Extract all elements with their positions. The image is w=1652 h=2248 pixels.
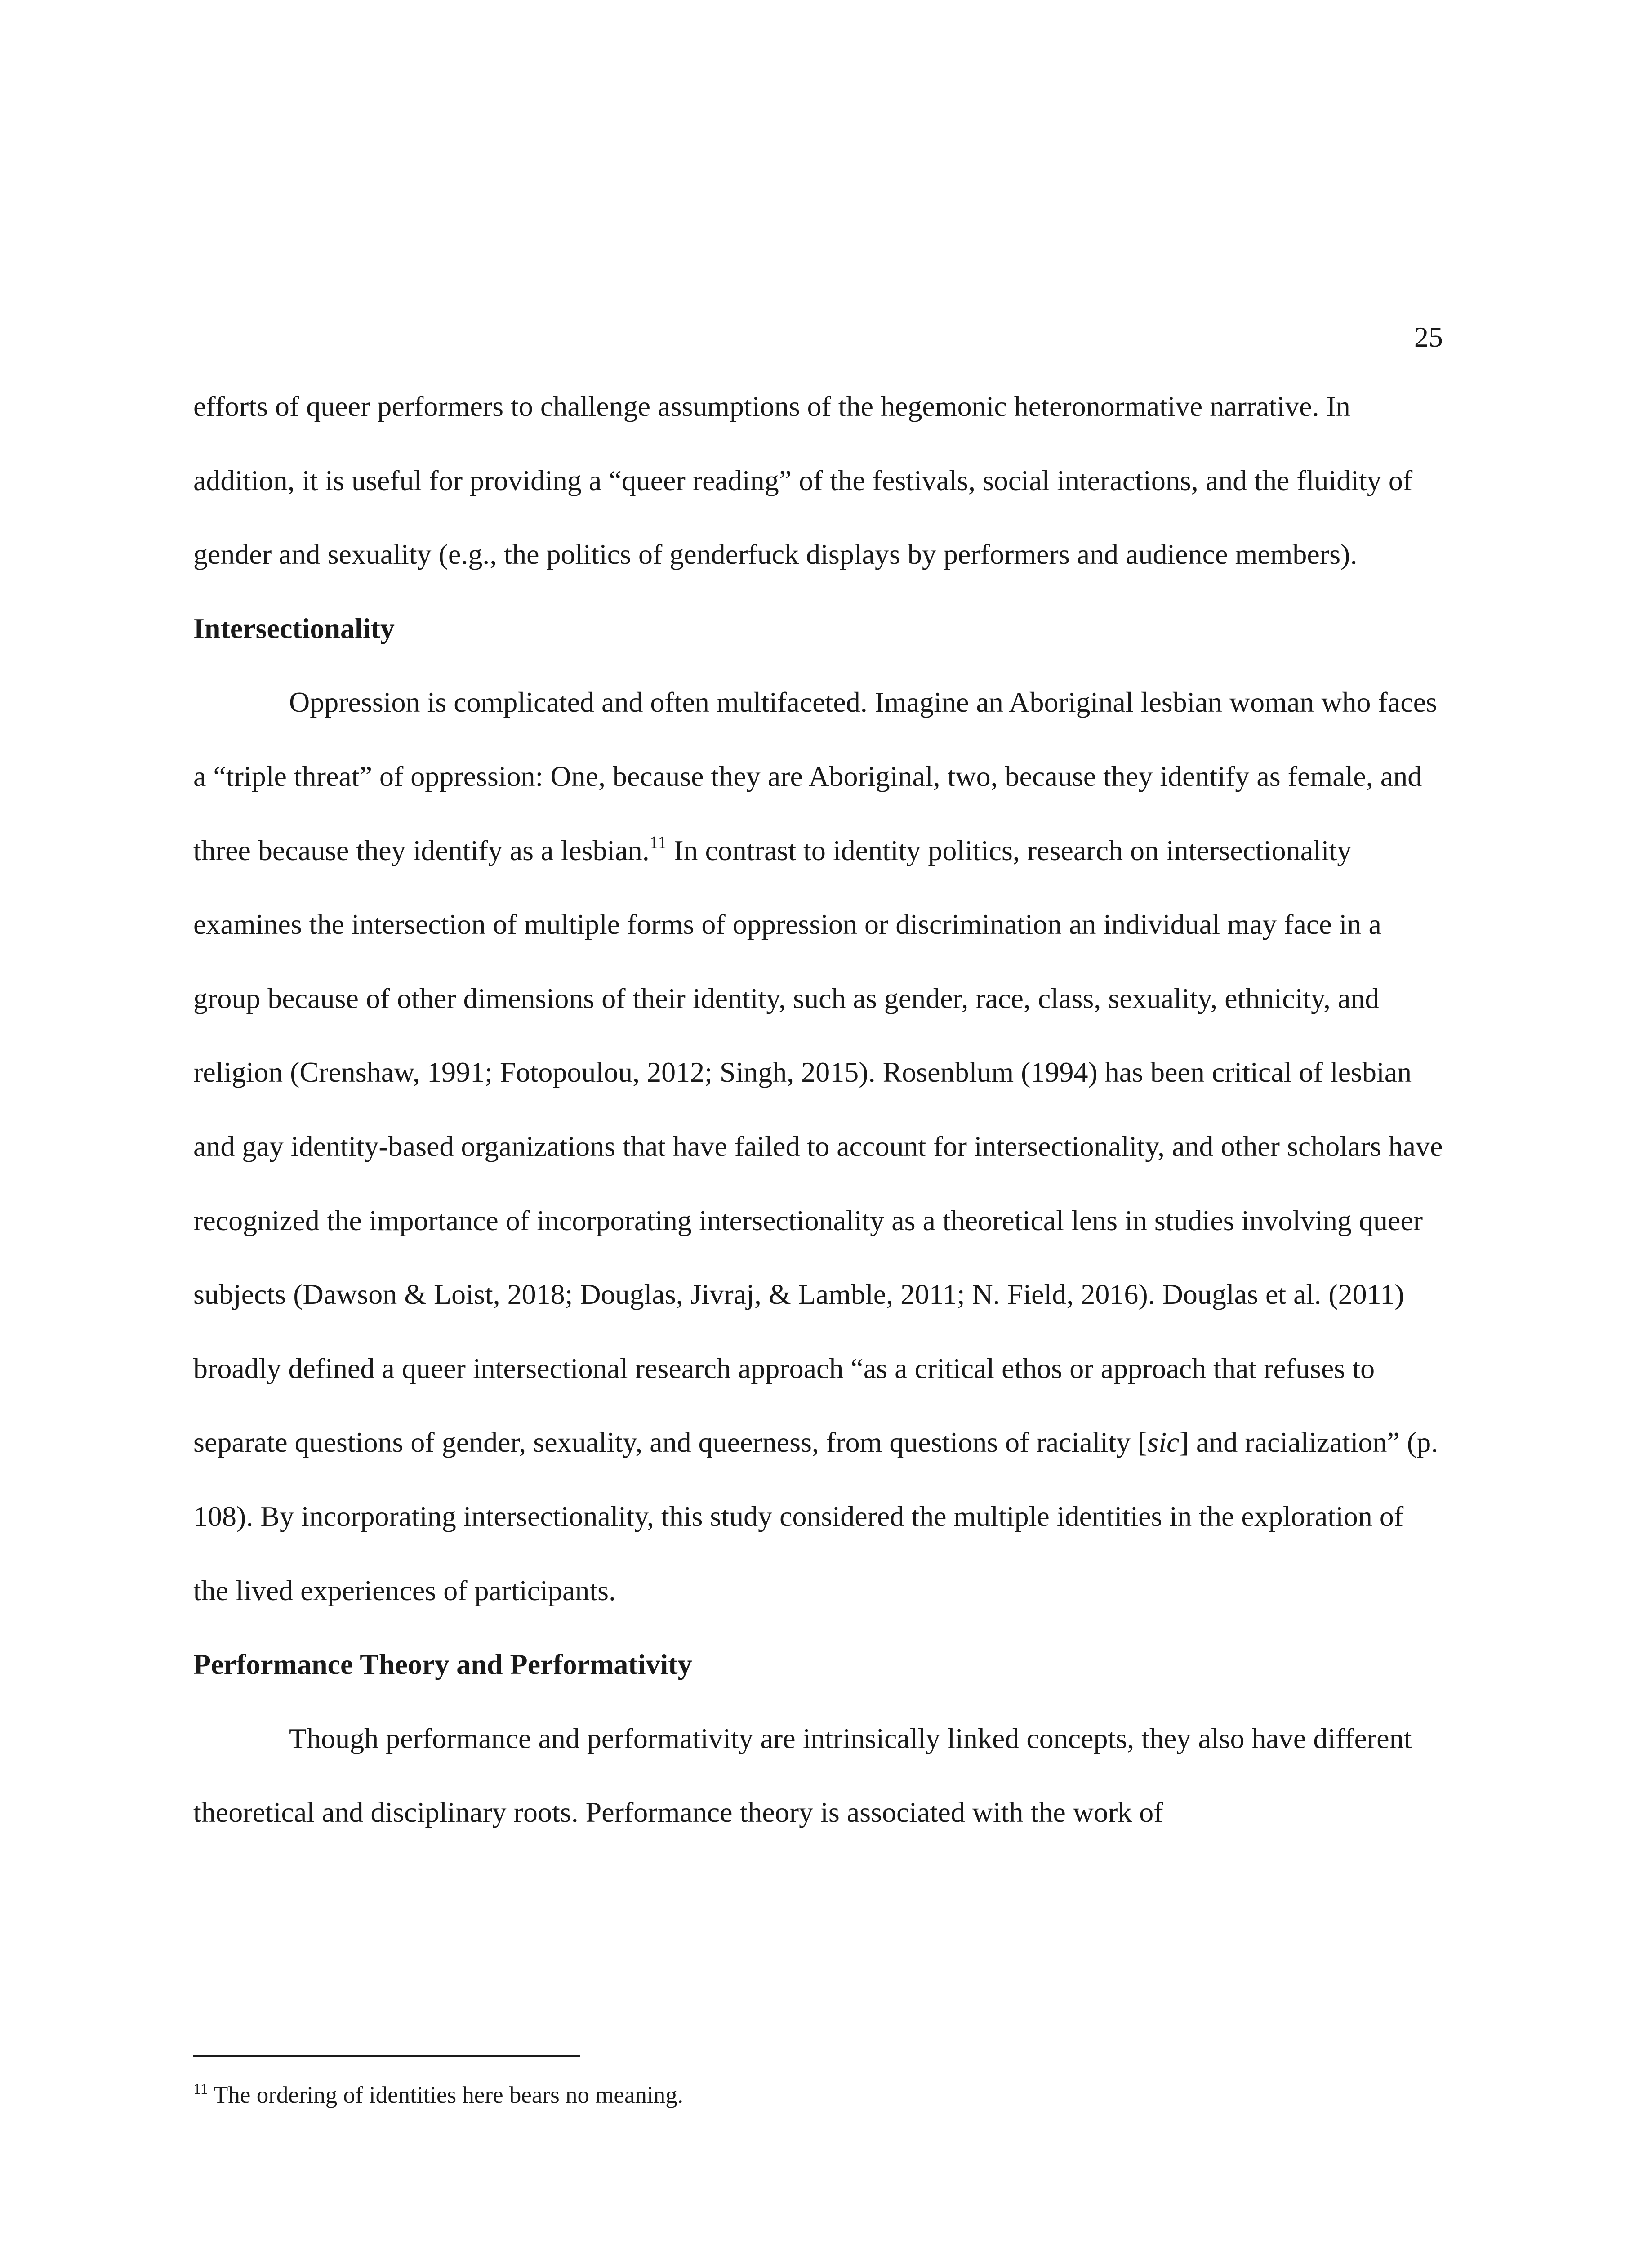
italic-sic: sic <box>1147 1426 1180 1459</box>
section-heading-intersectionality: Intersectionality <box>193 612 395 644</box>
footnote-reference: 11 <box>649 832 667 852</box>
footnote-text: The ordering of identities here bears no meaning. <box>208 2082 683 2108</box>
paragraph-2-text-c: ] and racialization” (p. 108). By incorporating intersectionality, this study considered the multiple identities in the exploration of the lived experiences of participants. <box>193 1426 1438 1606</box>
footnote <box>193 2079 1443 2111</box>
paragraph-3: Though performance and performativity are intrinsically linked concepts, they also have different theoretical and disciplinary roots. Performance theory is associated with the work of <box>193 1722 1412 1829</box>
page-number: 25 <box>1414 321 1443 353</box>
paragraph-2-text-a: Oppression is complicated and often multifaceted. Imagine an Aboriginal lesbian woman who faces a “triple threat” of oppression: One, because they are Aboriginal, two, because they identify as female, and three because they identify as a lesbian. <box>193 686 1437 866</box>
section-heading-performance-theory: Performance Theory and Performativity <box>193 1648 692 1681</box>
paragraph-1: efforts of queer performers to challenge assumptions of the hegemonic heteronormative narrative. In addition, it is useful for providing a “queer reading” of the festivals, social interactions, and the fluidity of gender and sexuality (e.g., the politics of genderfuck displays by performers and audience members). <box>193 390 1413 571</box>
footnote-divider <box>193 2055 580 2057</box>
paragraph-2 <box>193 665 1443 1628</box>
paragraph-2-text-b: In contrast to identity politics, research on intersectionality examines the intersection of multiple forms of oppression or discrimination an individual may face in a group because of other dimensions of their identity, such as gender, race, class, sexuality, ethnicity, and religion (Crenshaw, 1991; Fotopoulou, 2012; Singh, 2015). Rosenblum (1994) has been critical of lesbian and gay identity-based organizations that have failed to account for intersectionality, and other scholars have recognized the importance of incorporating intersectionality as a theoretical lens in studies involving queer subjects (Dawson & Loist, 2018; Douglas, Jivraj, & Lamble, 2011; N. Field, 2016). Douglas et al. (2011) broadly defined a queer intersectional research approach “as a critical ethos or approach that refuses to separate questions of gender, sexuality, and queerness, from questions of raciality [ <box>193 834 1443 1459</box>
body-text <box>193 370 1443 1850</box>
footnote-number: 11 <box>193 2081 208 2097</box>
